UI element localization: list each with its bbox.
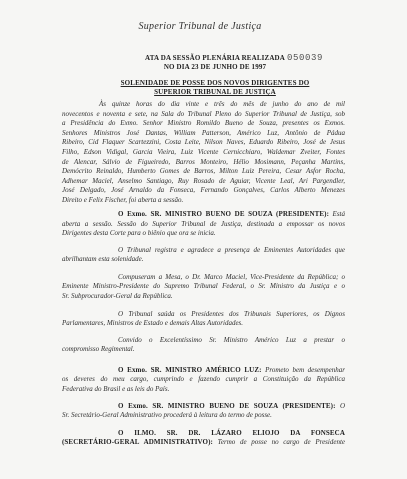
line-text: Demócrito Reinaldo, Humberto Gomes de Barros, Milton Luiz Pereira, Cesar Asfor Rocha, — [62, 167, 345, 176]
line-text: Às quinze horas do dia vinte e três do mês de junho do ano de mil — [99, 100, 345, 108]
speaker-label: O ILMO. SR. DR. LÁZARO ELIOJO DA FONSECA — [118, 428, 345, 437]
line-text: Federativa do Brasil e as leis do País. — [62, 385, 170, 393]
text-line — [62, 255, 345, 265]
line-text: Eminente Ministro-Presidente do Supremo Tribunal Federal, o Sr. Ministro da Justiça e o — [62, 282, 345, 291]
text-line — [62, 148, 345, 158]
title-block — [65, 54, 365, 97]
line-text: Termo de posse no cargo de Presidente — [217, 438, 346, 447]
paragraph — [62, 336, 345, 355]
paragraph — [62, 246, 345, 265]
line-text: a Presidência do Exmo. Senhor Ministro Romildo Bueno de Souza, presentes os Exmos. — [62, 119, 345, 128]
text-line — [62, 210, 345, 220]
line-text: José Delgado, José Arnaldo da Fonseca, Fernando Gonçalves, Carlos Alberto Menezes — [62, 186, 345, 195]
text-line — [62, 167, 345, 177]
line-text: Ribeiro, Cid Flaquer Scartezzini, Costa Leite, Nilson Naves, Eduardo Ribeiro, José de Jesus — [62, 138, 345, 147]
text-line — [62, 429, 345, 439]
text-line — [62, 100, 345, 110]
line-text: Está — [332, 209, 345, 218]
text-line — [62, 345, 345, 355]
text-line — [62, 158, 345, 168]
text-line — [62, 186, 345, 196]
text-line — [62, 196, 345, 206]
text-line — [62, 366, 345, 376]
line-text: aberta a sessão. Sessão do Superior Tribunal de Justiça, destinada a empossar os novos — [62, 219, 345, 228]
text-line — [62, 319, 345, 329]
text-line — [62, 229, 345, 239]
ceremony-subtitle-line-1: SOLENIDADE DE POSSE DOS NOVOS DIRIGENTES DO — [120, 79, 310, 87]
line-text: abrilhantam esta solenidade. — [62, 255, 144, 264]
text-line — [62, 119, 345, 129]
text-line — [62, 110, 345, 120]
line-text: Sr. Subprocurador-Geral da República. — [62, 292, 173, 301]
line-text: Compuseram a Mesa, o Dr. Marco Maciel, Vice-Presidente da República; o — [118, 272, 345, 281]
text-line — [62, 411, 345, 421]
text-line — [62, 129, 345, 139]
text-line — [62, 385, 345, 395]
line-text: Direito e Felix Fischer, foi aberta a sessão. — [62, 195, 184, 204]
paragraph — [62, 429, 345, 448]
session-date: NO DIA 23 DE JUNHO DE 1997 — [163, 63, 267, 71]
line-text: Convido o Excelentíssimo Sr. Ministro Américo Luz a prestar o — [118, 335, 345, 344]
line-text: Adhemar Maciel, Anselmo Santiago, Ruy Rosado de Aguiar, Vicente Leal, Ari Pargendler, — [62, 176, 345, 185]
speaker-label: O Exmo. SR. MINISTRO BUENO DE SOUZA (PRESIDENTE): — [118, 209, 330, 218]
line-text: O — [339, 401, 346, 410]
line-text: compromisso Regimental. — [62, 345, 135, 354]
paragraph — [62, 366, 345, 395]
speaker-label: O Exmo. SR. MINISTRO AMÉRICO LUZ: — [118, 365, 262, 374]
line-text: Parlamentares, Ministros de Estado e demais Altas Autoridades. — [62, 319, 244, 328]
text-line — [62, 246, 345, 256]
line-text: Prometo bem desempenhar — [265, 365, 345, 374]
line-text: novecentos e noventa e sete, na Sala do Tribunal Pleno do Superior Tribunal de Justiça, sob — [62, 109, 345, 118]
text-line — [62, 402, 345, 412]
minutes-body — [62, 100, 345, 448]
text-line — [62, 375, 345, 385]
text-line — [62, 336, 345, 346]
line-text: O Tribunal registra e agradece a presença de Eminentes Autoridades que — [118, 245, 345, 254]
text-line — [62, 310, 345, 320]
ceremony-subtitle-line-2: SUPERIOR TRIBUNAL DE JUSTIÇA — [154, 88, 276, 96]
text-line — [62, 292, 345, 302]
text-line — [62, 282, 345, 292]
text-line — [62, 438, 345, 448]
line-text: os deveres do meu cargo, cumprindo e fazendo cumprir a Constituição da República — [62, 375, 345, 384]
paragraph — [62, 402, 345, 421]
paragraph — [62, 310, 345, 329]
speaker-label: O Exmo. SR. MINISTRO BUENO DE SOUZA (PRESIDENTE): — [118, 401, 336, 410]
document-stamp-number: 050039 — [287, 53, 324, 63]
line-text: de Alencar, Sálvio de Figueiredo, Barros Monteiro, Hélio Mosimann, Peçanha Martins, — [62, 157, 345, 166]
line-text: Dirigentes desta Corte para o biênio que ora se inicia. — [62, 229, 216, 238]
paragraph — [62, 273, 345, 302]
line-text: O Tribunal saúda os Presidentes dos Tribunais Superiores, os Dignos — [118, 309, 345, 318]
court-name-header: Superior Tribunal de Justiça — [138, 21, 262, 32]
speaker-label: (SECRETÁRIO-GERAL ADMINISTRATIVO): — [62, 438, 213, 447]
line-text: Filho, Edson Vidigal, Garcia Vieira, Luiz Vicente Cernicchiaro, Waldemar Zveiter, Fontes — [62, 147, 345, 156]
text-line — [62, 220, 345, 230]
text-line — [62, 138, 345, 148]
document-title: ATA DA SESSÃO PLENÁRIA REALIZADA — [145, 54, 285, 62]
paragraph — [62, 100, 345, 206]
line-text: Sr. Secretário-Geral Administrativo procederá à leitura do termo de posse. — [62, 411, 272, 420]
paragraph — [62, 210, 345, 239]
text-line — [62, 177, 345, 187]
text-line — [62, 273, 345, 283]
line-text: Senhores Ministros José Dantas, William Patterson, Américo Luz, Antônio de Pádua — [62, 128, 345, 137]
